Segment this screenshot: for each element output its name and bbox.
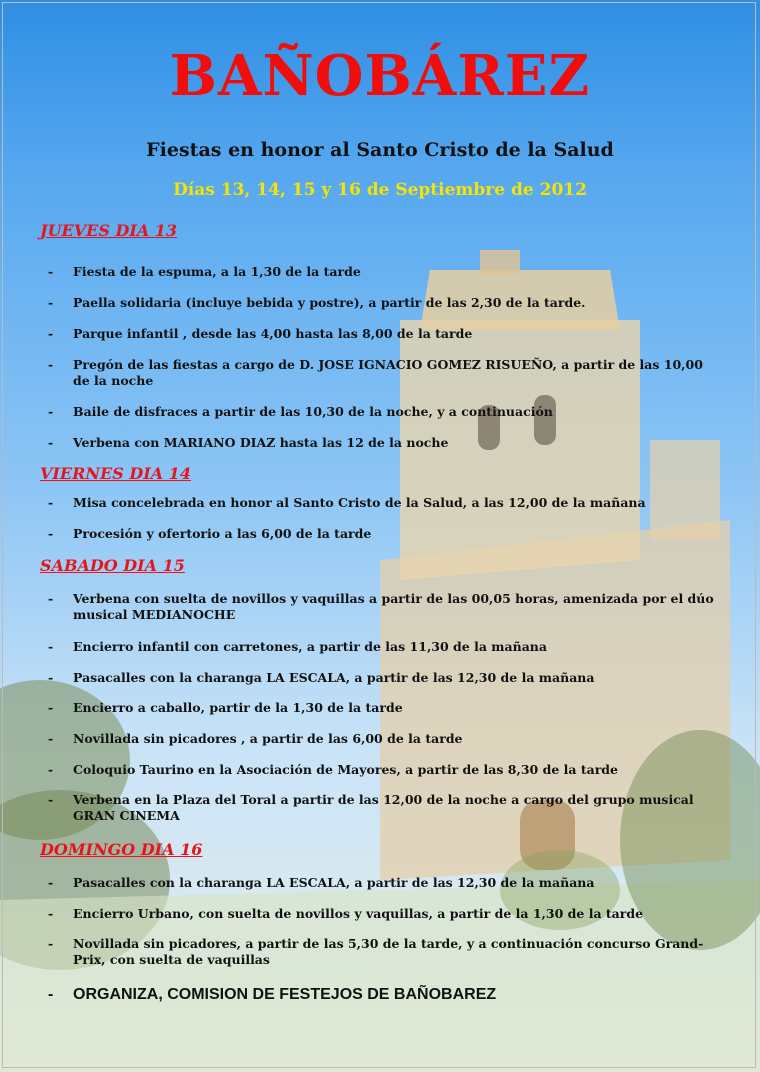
- list-item: [48, 731, 718, 747]
- bullet-dash: -: [48, 875, 54, 890]
- organizer-line: [48, 984, 718, 1006]
- list-item: [48, 526, 718, 542]
- day-heading-viernes: VIERNES DIA 14: [40, 464, 191, 483]
- bullet-dash: -: [48, 357, 54, 372]
- bullet-dash: -: [48, 526, 54, 541]
- list-item-text: Coloquio Taurino en la Asociación de Mayores, a partir de las 8,30 de la tarde: [73, 762, 618, 777]
- bullet-dash: -: [48, 591, 54, 606]
- bullet-dash: -: [48, 792, 54, 807]
- list-item-text: Procesión y ofertorio a las 6,00 de la tarde: [73, 526, 372, 541]
- festival-dates: Días 13, 14, 15 y 16 de Septiembre de 2012: [173, 180, 587, 200]
- organizer-text: ORGANIZA, COMISION DE FESTEJOS DE BAÑOBAREZ: [73, 986, 497, 1003]
- bullet-dash: -: [48, 495, 54, 510]
- bullet-dash: -: [48, 731, 54, 746]
- list-item-text: Verbena en la Plaza del Toral a partir de las 12,00 de la noche a cargo del grupo musical GRAN CINEMA: [73, 792, 694, 823]
- list-item-text: Paella solidaria (incluye bebida y postre), a partir de las 2,30 de la tarde.: [73, 295, 586, 310]
- list-item-text: Pasacalles con la charanga LA ESCALA, a partir de las 12,30 de la mañana: [73, 875, 595, 890]
- list-item-text: Pregón de las fiestas a cargo de D. JOSE IGNACIO GOMEZ RISUEÑO, a partir de las 10,00 de la noche: [73, 357, 703, 388]
- bullet-dash: -: [48, 639, 54, 654]
- bullet-dash: -: [48, 906, 54, 921]
- list-item: [48, 295, 718, 311]
- page-subtitle: Fiestas en honor al Santo Cristo de la Salud: [146, 139, 614, 161]
- list-item: [48, 700, 718, 716]
- bullet-dash: -: [48, 762, 54, 777]
- list-item: [48, 326, 718, 342]
- list-item: [48, 264, 718, 280]
- list-item: [48, 875, 718, 891]
- day-heading-domingo: DOMINGO DIA 16: [40, 840, 203, 859]
- list-item-text: Fiesta de la espuma, a la 1,30 de la tarde: [73, 264, 361, 279]
- list-item: [48, 495, 718, 511]
- list-item: [48, 906, 718, 922]
- bullet-dash: -: [48, 264, 54, 279]
- bullet-dash: -: [48, 404, 54, 419]
- list-item: [48, 435, 718, 451]
- list-item: [48, 762, 718, 778]
- list-item-text: Encierro infantil con carretones, a partir de las 11,30 de la mañana: [73, 639, 547, 654]
- list-item-text: Novillada sin picadores, a partir de las 5,30 de la tarde, y a continuación concurso Grand-Prix, con suelta de vaquillas: [73, 936, 704, 967]
- list-item-text: Novillada sin picadores , a partir de las 6,00 de la tarde: [73, 731, 463, 746]
- bullet-dash: -: [48, 435, 54, 450]
- bullet-dash: -: [48, 986, 54, 1003]
- list-item-text: Baile de disfraces a partir de las 10,30 de la noche, y a continuación: [73, 404, 553, 419]
- list-item: [48, 670, 718, 686]
- page-title: BAÑOBÁREZ: [169, 43, 591, 109]
- bullet-dash: -: [48, 936, 54, 951]
- list-item-text: Pasacalles con la charanga LA ESCALA, a partir de las 12,30 de la mañana: [73, 670, 595, 685]
- day-heading-sabado: SABADO DIA 15: [40, 556, 185, 575]
- list-item-text: Encierro Urbano, con suelta de novillos y vaquillas, a partir de la 1,30 de la tarde: [73, 906, 644, 921]
- bullet-dash: -: [48, 295, 54, 310]
- list-item-text: Misa concelebrada en honor al Santo Cristo de la Salud, a las 12,00 de la mañana: [73, 495, 646, 510]
- list-item: [48, 357, 718, 389]
- list-item: [48, 792, 718, 824]
- bullet-dash: -: [48, 326, 54, 341]
- day-heading-jueves: JUEVES DIA 13: [40, 221, 178, 240]
- bullet-dash: -: [48, 700, 54, 715]
- list-item-text: Verbena con MARIANO DIAZ hasta las 12 de la noche: [73, 435, 449, 450]
- list-item-text: Encierro a caballo, partir de la 1,30 de la tarde: [73, 700, 403, 715]
- list-item: [48, 936, 718, 968]
- list-item-text: Parque infantil , desde las 4,00 hasta las 8,00 de la tarde: [73, 326, 473, 341]
- list-item: [48, 639, 718, 655]
- list-item-text: Verbena con suelta de novillos y vaquillas a partir de las 00,05 horas, amenizada por el dúo musical MEDIANOCHE: [73, 591, 714, 622]
- list-item: [48, 591, 718, 623]
- bullet-dash: -: [48, 670, 54, 685]
- list-item: [48, 404, 718, 420]
